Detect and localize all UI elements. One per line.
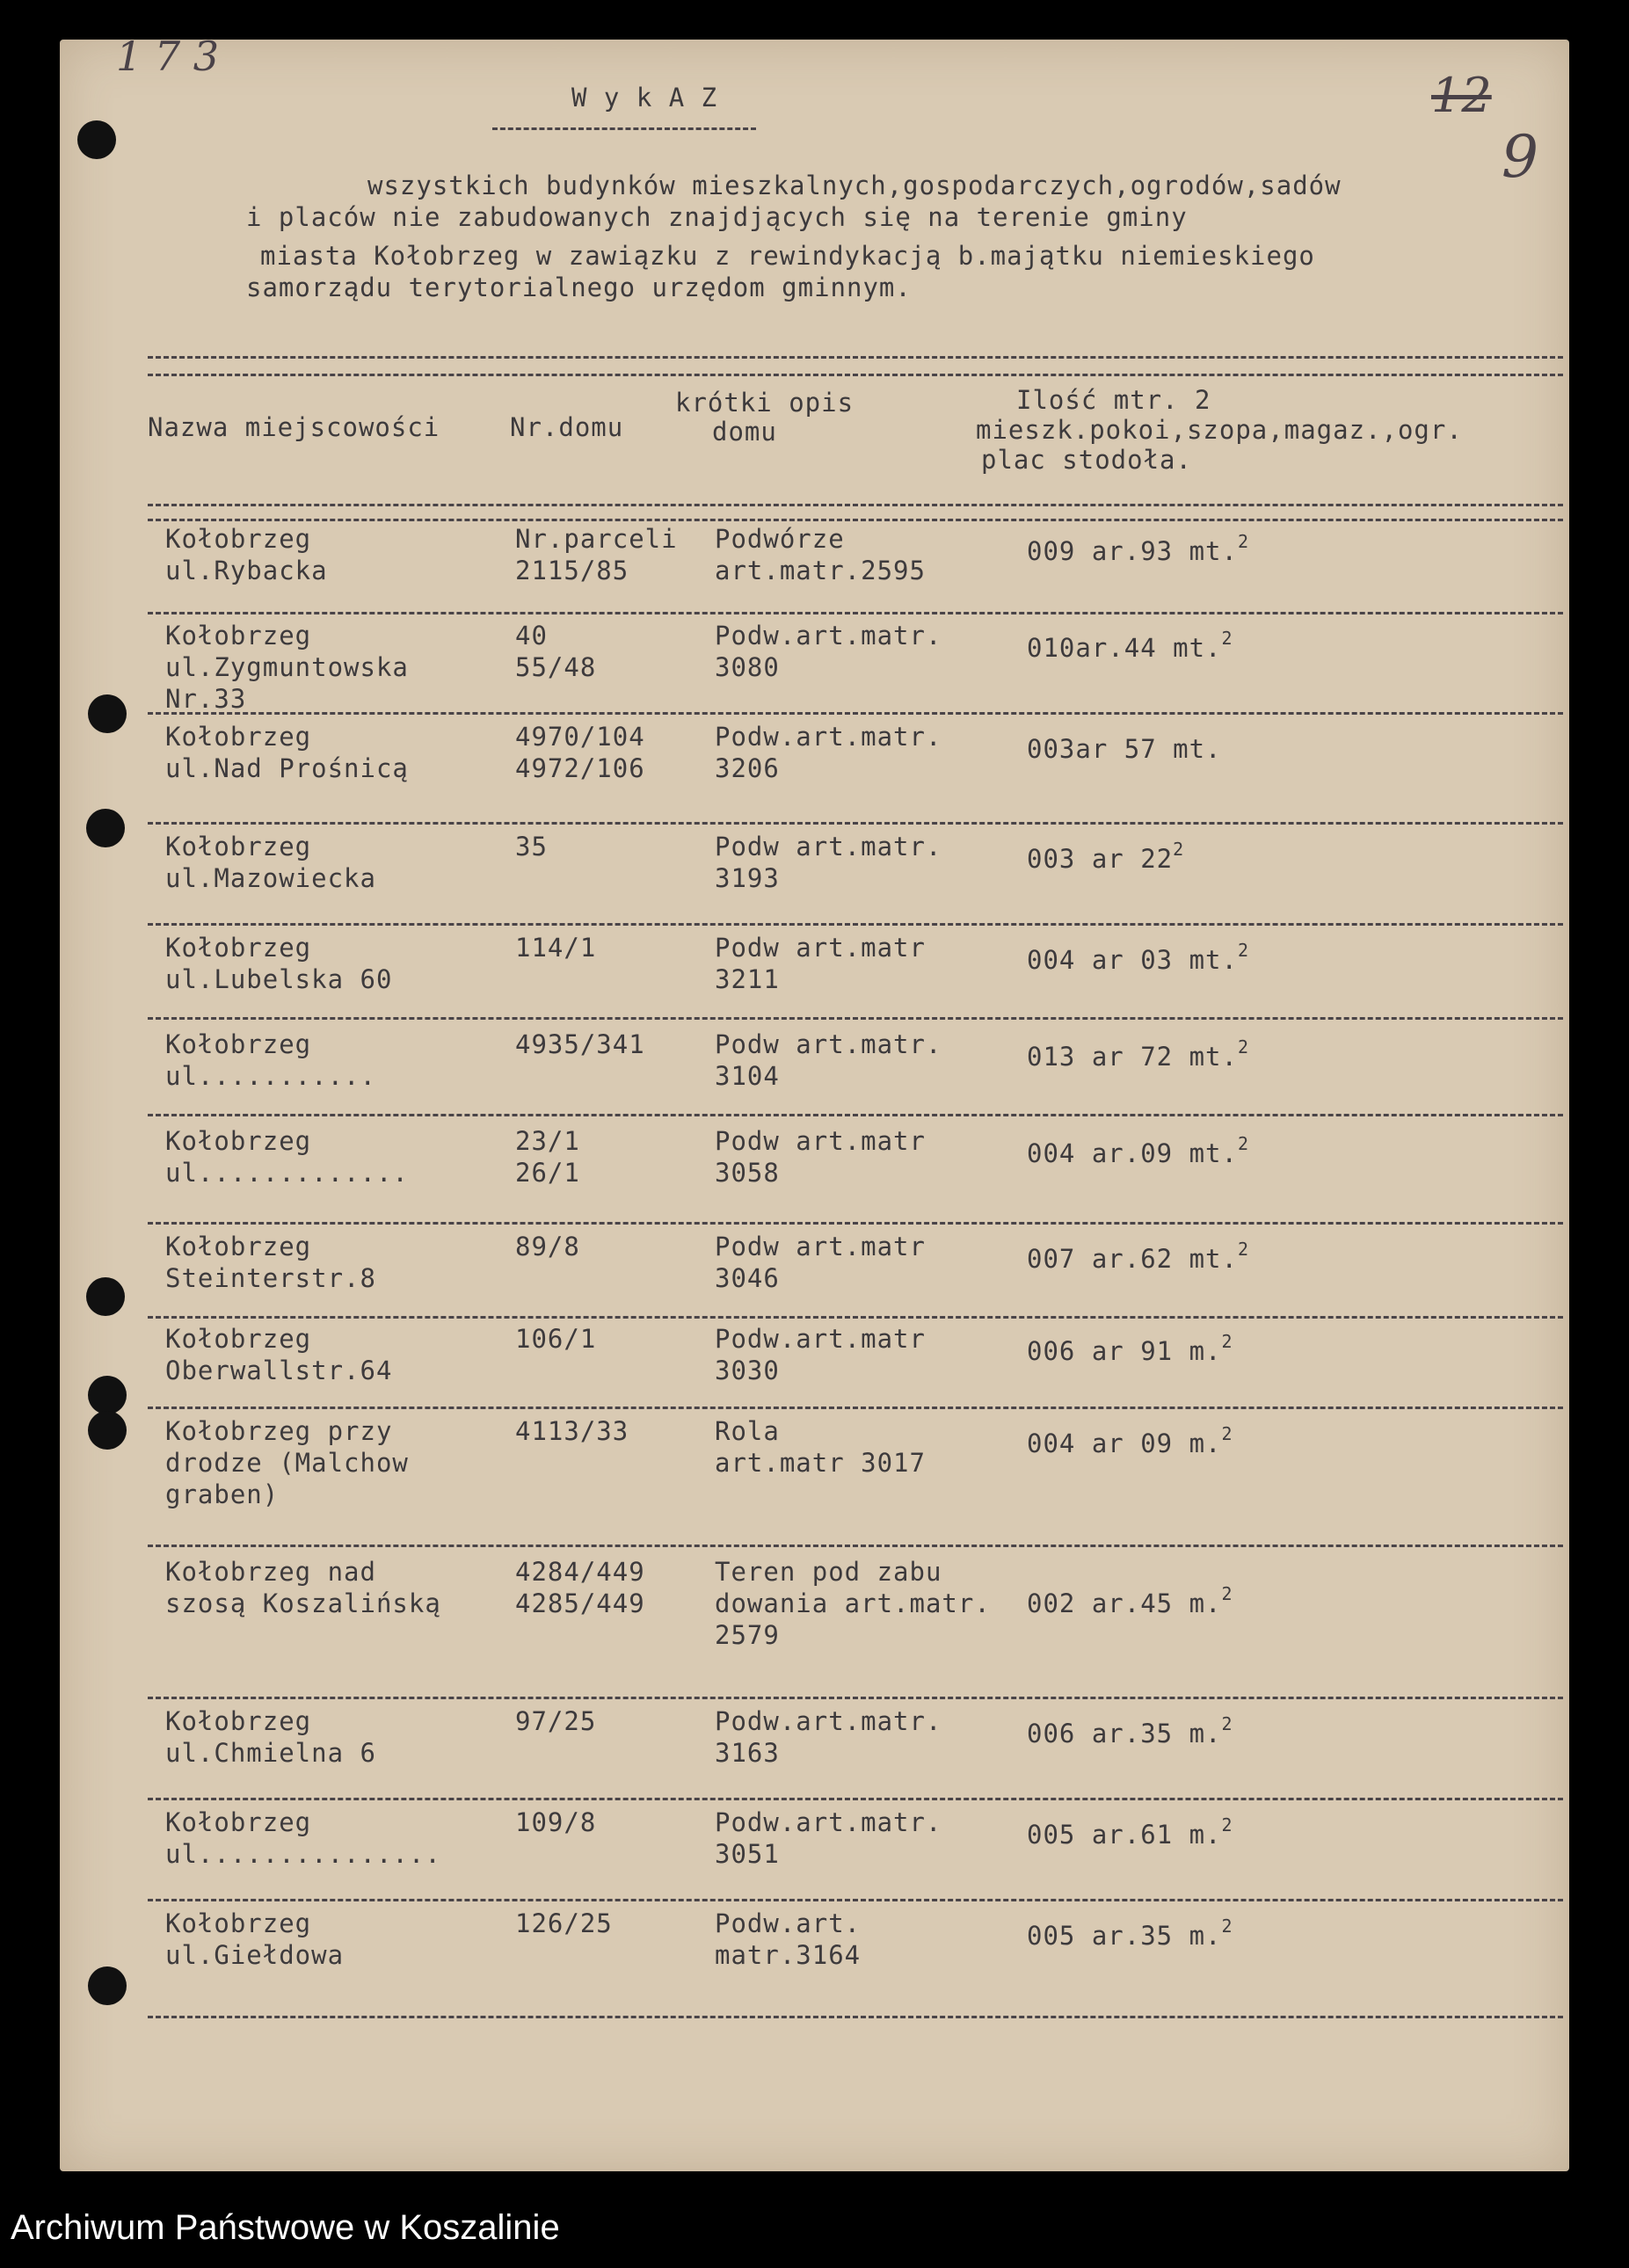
area-value: 004 ar 03 mt. (1027, 945, 1238, 975)
cell-area (1027, 1713, 1233, 1749)
cell-desc: 3193 (715, 863, 780, 893)
cell-desc: Podw art.matr. (715, 1029, 942, 1059)
cell-place: Kołobrzeg (165, 1126, 312, 1156)
punch-hole (86, 1277, 125, 1316)
cell-area (1027, 1814, 1233, 1850)
cell-place: Kołobrzeg nad (165, 1557, 376, 1587)
cell-desc: Teren pod zabu (715, 1557, 942, 1587)
area-value: 006 ar.35 m. (1027, 1719, 1222, 1748)
cell-place: ul.Zygmuntowska (165, 652, 409, 682)
area-unit-exponent: 2 (1221, 1814, 1233, 1835)
cell-desc: 3206 (715, 753, 780, 783)
document-title: W y k A Z (571, 83, 718, 113)
row-separator (148, 822, 1563, 825)
row-separator (148, 1545, 1563, 1547)
cell-place: Kołobrzeg (165, 832, 312, 861)
punch-hole (88, 1411, 127, 1450)
punch-hole (88, 694, 127, 733)
table-top-rule (148, 374, 1563, 376)
header-description-2: domu (712, 417, 777, 447)
area-value: 009 ar.93 mt. (1027, 536, 1238, 566)
cell-place: drodze (Malchow (165, 1448, 409, 1478)
cell-desc: 3104 (715, 1061, 780, 1091)
punch-hole (88, 1966, 127, 2005)
row-separator (148, 1017, 1563, 1020)
cell-place: Kołobrzeg (165, 524, 312, 554)
row-separator (148, 1697, 1563, 1699)
punch-hole (77, 120, 116, 159)
cell-area (1027, 1915, 1233, 1952)
area-unit-exponent: 2 (1221, 1583, 1233, 1604)
cell-nr: 4284/449 (515, 1557, 645, 1587)
area-unit-exponent: 2 (1237, 1133, 1250, 1154)
row-separator (148, 1222, 1563, 1225)
area-value: 006 ar 91 m. (1027, 1336, 1222, 1366)
cell-nr: 4970/104 (515, 722, 645, 752)
header-bottom-rule (148, 519, 1563, 521)
area-unit-exponent: 2 (1221, 1423, 1233, 1444)
cell-desc: 3030 (715, 1356, 780, 1385)
cell-desc: Podwórze (715, 524, 845, 554)
cell-area (1027, 940, 1250, 976)
cell-desc: Rola (715, 1416, 780, 1446)
header-place: Nazwa miejscowości (148, 412, 440, 442)
row-separator (148, 1407, 1563, 1409)
cell-area (1027, 531, 1250, 567)
area-unit-exponent: 2 (1221, 1713, 1233, 1734)
cell-place: ul.Chmielna 6 (165, 1738, 376, 1768)
cell-place: Steinterstr.8 (165, 1263, 376, 1293)
cell-area (1027, 1583, 1233, 1619)
header-description-1: krótki opis (675, 388, 854, 418)
document-page (60, 33, 1569, 2171)
cell-area (1027, 1036, 1250, 1072)
cell-place: Kołobrzeg (165, 933, 312, 963)
row-separator (148, 1316, 1563, 1319)
cell-desc: 2579 (715, 1620, 780, 1650)
cell-desc: Podw.art.matr. (715, 621, 942, 651)
cell-desc: matr.3164 (715, 1940, 862, 1970)
cell-desc: Podw.art. (715, 1908, 862, 1938)
area-unit-exponent: 2 (1237, 1239, 1250, 1260)
cell-place: ul.Rybacka (165, 556, 328, 585)
area-value: 002 ar.45 m. (1027, 1588, 1222, 1618)
punch-hole (88, 1376, 127, 1414)
intro-line-2: i placów nie zabudowanych znajdjących się na terenie gminy (246, 202, 1188, 232)
cell-place: Kołobrzeg (165, 722, 312, 752)
cell-place: Oberwallstr.64 (165, 1356, 393, 1385)
area-unit-exponent: 2 (1221, 1331, 1233, 1352)
cell-place: ul.Lubelska 60 (165, 964, 393, 994)
cell-desc: Podw art.matr (715, 1232, 926, 1261)
intro-line-3: miasta Kołobrzeg w zawiązku z rewindykacją b.majątku niemieskiego (260, 241, 1315, 271)
cell-desc: art.matr.2595 (715, 556, 926, 585)
cell-place: ul.Mazowiecka (165, 863, 376, 893)
row-separator (148, 923, 1563, 926)
cell-desc: dowania art.matr. (715, 1588, 991, 1618)
cell-area (1027, 628, 1233, 664)
row-separator (148, 2016, 1563, 2018)
cell-nr: 97/25 (515, 1706, 597, 1736)
cell-place: ul.Nad Prośnicą (165, 753, 409, 783)
cell-area (1027, 839, 1185, 875)
area-unit-exponent: 2 (1173, 839, 1185, 860)
cell-nr: 23/1 (515, 1126, 580, 1156)
cell-desc: 3058 (715, 1158, 780, 1188)
cell-nr: 4935/341 (515, 1029, 645, 1059)
header-area-3: plac stodoła. (981, 445, 1192, 475)
cell-nr: 109/8 (515, 1807, 597, 1837)
archive-footer: Archiwum Państwowe w Koszalinie (11, 2208, 560, 2247)
cell-place: ul.Giełdowa (165, 1940, 345, 1970)
cell-place: ul............... (165, 1839, 441, 1869)
cell-area (1027, 1239, 1250, 1275)
cell-desc: Podw.art.matr. (715, 722, 942, 752)
cell-nr: 126/25 (515, 1908, 613, 1938)
area-unit-exponent: 2 (1237, 940, 1250, 961)
cell-nr: 55/48 (515, 652, 597, 682)
row-separator (148, 1114, 1563, 1116)
title-underline (492, 127, 756, 130)
archive-signature-mark: 1 7 3 (116, 33, 220, 80)
cell-desc: 3046 (715, 1263, 780, 1293)
area-value: 005 ar.35 m. (1027, 1921, 1222, 1951)
cell-desc: 3051 (715, 1839, 780, 1869)
cell-place: Kołobrzeg (165, 621, 312, 651)
cell-nr: 26/1 (515, 1158, 580, 1188)
intro-line-4: samorządu terytorialnego urzędom gminnym. (246, 273, 912, 302)
row-separator (148, 612, 1563, 614)
cell-place: Kołobrzeg przy (165, 1416, 393, 1446)
cell-nr: 2115/85 (515, 556, 629, 585)
cell-desc: Podw art.matr (715, 1126, 926, 1156)
cell-place: szosą Koszalińską (165, 1588, 441, 1618)
header-area-1: Ilość mtr. 2 (1016, 385, 1211, 415)
area-unit-exponent: 2 (1221, 1915, 1233, 1937)
header-area-2: mieszk.pokoi,szopa,magaz.,ogr. (976, 415, 1463, 445)
cell-place: Kołobrzeg (165, 1706, 312, 1736)
row-separator (148, 712, 1563, 715)
cell-area (1027, 1423, 1233, 1459)
cell-nr: 4285/449 (515, 1588, 645, 1618)
area-value: 004 ar 09 m. (1027, 1428, 1222, 1458)
cell-place: Kołobrzeg (165, 1908, 312, 1938)
page-number: 9 (1502, 123, 1538, 191)
area-unit-exponent: 2 (1237, 1036, 1250, 1058)
header-bottom-rule (148, 504, 1563, 506)
cell-nr: 4113/33 (515, 1416, 629, 1446)
header-house-number: Nr.domu (510, 412, 624, 442)
cell-area (1027, 1331, 1233, 1367)
cell-place: Nr.33 (165, 684, 247, 714)
cell-place: Kołobrzeg (165, 1232, 312, 1261)
area-value: 003ar 57 mt. (1027, 734, 1222, 764)
cell-place: graben) (165, 1479, 280, 1509)
cell-place: ul........... (165, 1061, 376, 1091)
cell-area (1027, 733, 1222, 765)
cell-desc: Podw art.matr (715, 933, 926, 963)
cell-nr: 4972/106 (515, 753, 645, 783)
cell-desc: art.matr 3017 (715, 1448, 926, 1478)
cell-place: Kołobrzeg (165, 1324, 312, 1354)
cell-desc: Podw.art.matr (715, 1324, 926, 1354)
cell-nr: Nr.parceli (515, 524, 678, 554)
area-value: 005 ar.61 m. (1027, 1820, 1222, 1850)
cell-place: ul............. (165, 1158, 409, 1188)
cell-nr: 114/1 (515, 933, 597, 963)
area-unit-exponent: 2 (1237, 531, 1250, 552)
area-value: 003 ar 22 (1027, 844, 1174, 874)
cell-desc: 3080 (715, 652, 780, 682)
cell-nr: 40 (515, 621, 548, 651)
row-separator (148, 1798, 1563, 1800)
area-unit-exponent: 2 (1221, 628, 1233, 649)
table-top-rule (148, 356, 1563, 359)
cell-desc: 3163 (715, 1738, 780, 1768)
cell-place: Kołobrzeg (165, 1807, 312, 1837)
intro-line-1: wszystkich budynków mieszkalnych,gospodarczych,ogrodów,sadów (367, 171, 1342, 200)
cell-nr: 35 (515, 832, 548, 861)
cell-nr: 106/1 (515, 1324, 597, 1354)
cell-nr: 89/8 (515, 1232, 580, 1261)
cell-desc: Podw art.matr. (715, 832, 942, 861)
cell-desc: 3211 (715, 964, 780, 994)
cell-desc: Podw.art.matr. (715, 1807, 942, 1837)
cell-desc: Podw.art.matr. (715, 1706, 942, 1736)
cell-place: Kołobrzeg (165, 1029, 312, 1059)
row-separator (148, 1899, 1563, 1901)
area-value: 004 ar.09 mt. (1027, 1138, 1238, 1168)
page-number-crossed: 12 (1431, 68, 1492, 123)
area-value: 010ar.44 mt. (1027, 633, 1222, 663)
cell-area (1027, 1133, 1250, 1169)
area-value: 013 ar 72 mt. (1027, 1042, 1238, 1072)
punch-hole (86, 809, 125, 847)
area-value: 007 ar.62 mt. (1027, 1244, 1238, 1274)
